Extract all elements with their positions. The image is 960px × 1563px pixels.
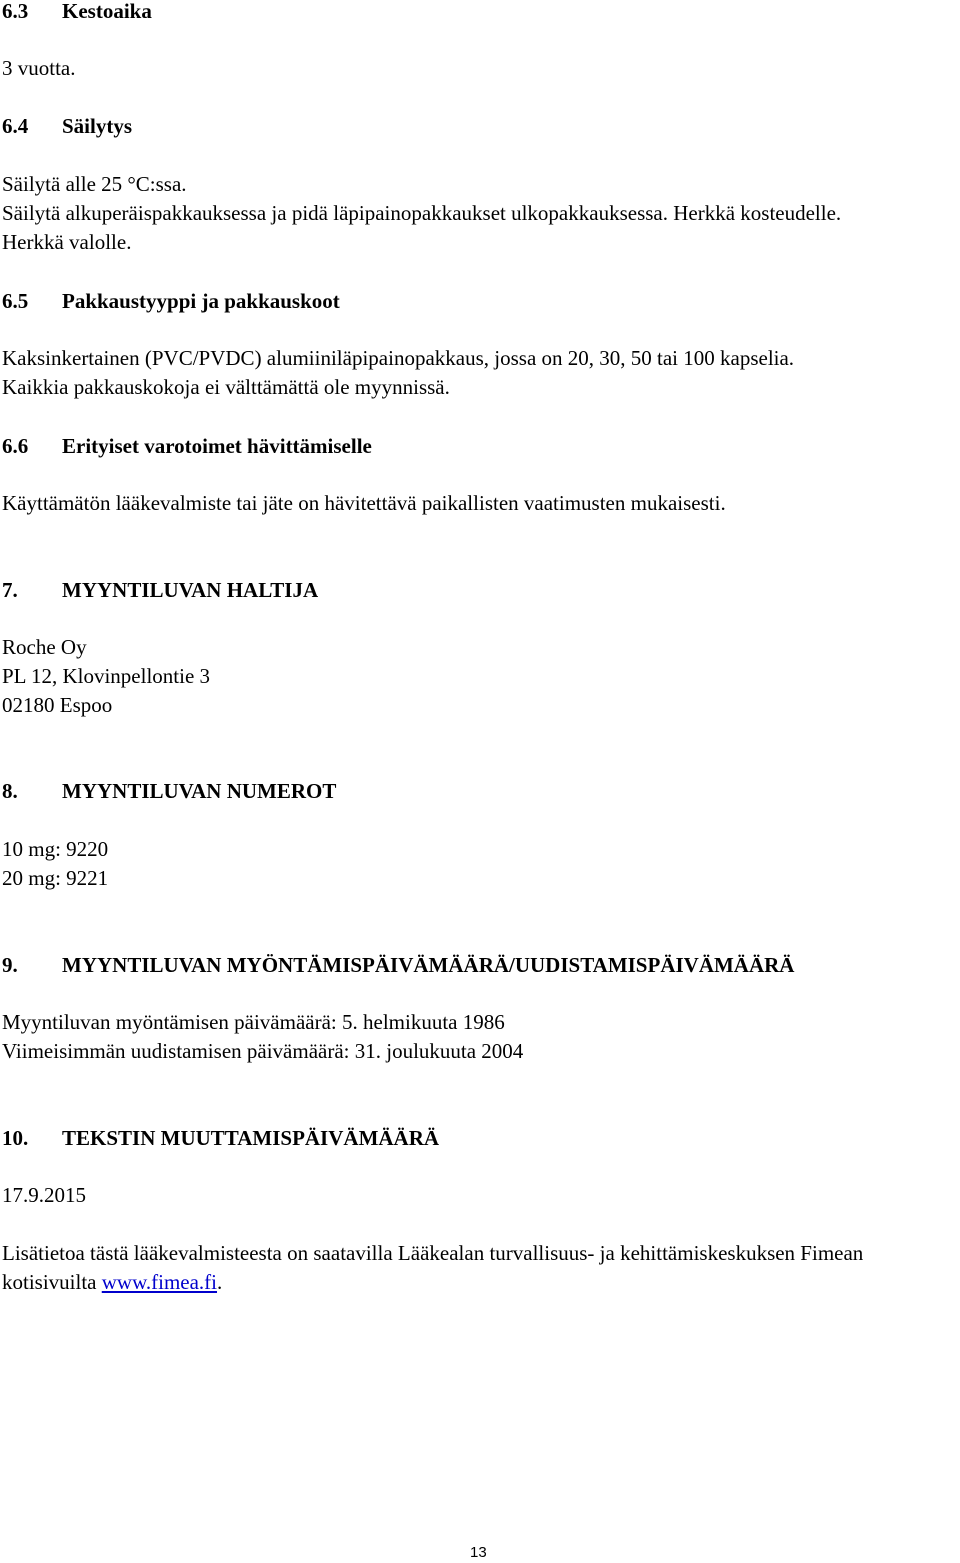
info-prefix: kotisivuilta [2, 1270, 102, 1294]
section-title: Kestoaika [62, 0, 152, 23]
info-suffix: . [217, 1270, 223, 1294]
section-title: Pakkaustyyppi ja pakkauskoot [62, 289, 340, 313]
section-7-heading [2, 576, 318, 605]
shelf-life-text: 3 vuotta. [2, 56, 76, 80]
section-number: 9. [2, 953, 18, 977]
page-number: 13 [470, 1544, 487, 1561]
package-line: Kaksinkertainen (PVC/PVDC) alumiiniläpipainopakkaus, jossa on 20, 30, 50 tai 100 kapselia. [2, 346, 795, 370]
storage-line: Säilytä alle 25 °C:ssa. [2, 172, 187, 196]
holder-line: 02180 Espoo [2, 693, 113, 717]
section-6-3-heading [2, 0, 152, 26]
section-title: Erityiset varotoimet hävittämiselle [62, 434, 372, 458]
section-6-5-heading [2, 287, 340, 316]
section-title: MYYNTILUVAN MYÖNTÄMISPÄIVÄMÄÄRÄ/UUDISTAMISPÄIVÄMÄÄRÄ [62, 953, 795, 977]
section-number: 10. [2, 1126, 29, 1150]
disposal-text: Käyttämätön lääkevalmiste tai jäte on hävitettävä paikallisten vaatimusten mukaisesti. [2, 491, 726, 515]
section-10-heading [2, 1124, 439, 1153]
fimea-link[interactable]: www.fimea.fi [101, 1270, 218, 1294]
section-8-heading [2, 777, 336, 806]
section-number: 6.3 [2, 0, 29, 23]
holder-line: PL 12, Klovinpellontie 3 [2, 664, 211, 688]
section-number: 6.4 [2, 114, 29, 138]
section-number: 7. [2, 578, 18, 602]
license-number-line: 20 mg: 9221 [2, 866, 109, 890]
license-number-line: 10 mg: 9220 [2, 837, 109, 861]
section-title: MYYNTILUVAN HALTIJA [62, 578, 319, 602]
info-line [2, 1268, 222, 1297]
section-number: 8. [2, 779, 18, 803]
section-6-4-heading [2, 112, 132, 141]
storage-line: Säilytä alkuperäispakkauksessa ja pidä läpipainopakkaukset ulkopakkauksessa. Herkkä kosteudelle. [2, 201, 842, 225]
holder-line: Roche Oy [2, 635, 87, 659]
revision-date: 17.9.2015 [2, 1183, 86, 1207]
info-line: Lisätietoa tästä lääkevalmisteesta on saatavilla Lääkealan turvallisuus- ja kehittämiskeskuksen Fimean [2, 1241, 864, 1265]
section-number: 6.6 [2, 434, 29, 458]
section-title: TEKSTIN MUUTTAMISPÄIVÄMÄÄRÄ [62, 1126, 440, 1150]
section-9-heading [2, 951, 794, 980]
package-line: Kaikkia pakkauskokoja ei välttämättä ole myynnissä. [2, 375, 450, 399]
section-6-6-heading [2, 432, 372, 461]
section-title: MYYNTILUVAN NUMEROT [62, 779, 337, 803]
date-line: Viimeisimmän uudistamisen päivämäärä: 31. joulukuuta 2004 [2, 1039, 524, 1063]
section-number: 6.5 [2, 289, 29, 313]
storage-line: Herkkä valolle. [2, 230, 132, 254]
date-line: Myyntiluvan myöntämisen päivämäärä: 5. helmikuuta 1986 [2, 1010, 505, 1034]
section-title: Säilytys [62, 114, 133, 138]
